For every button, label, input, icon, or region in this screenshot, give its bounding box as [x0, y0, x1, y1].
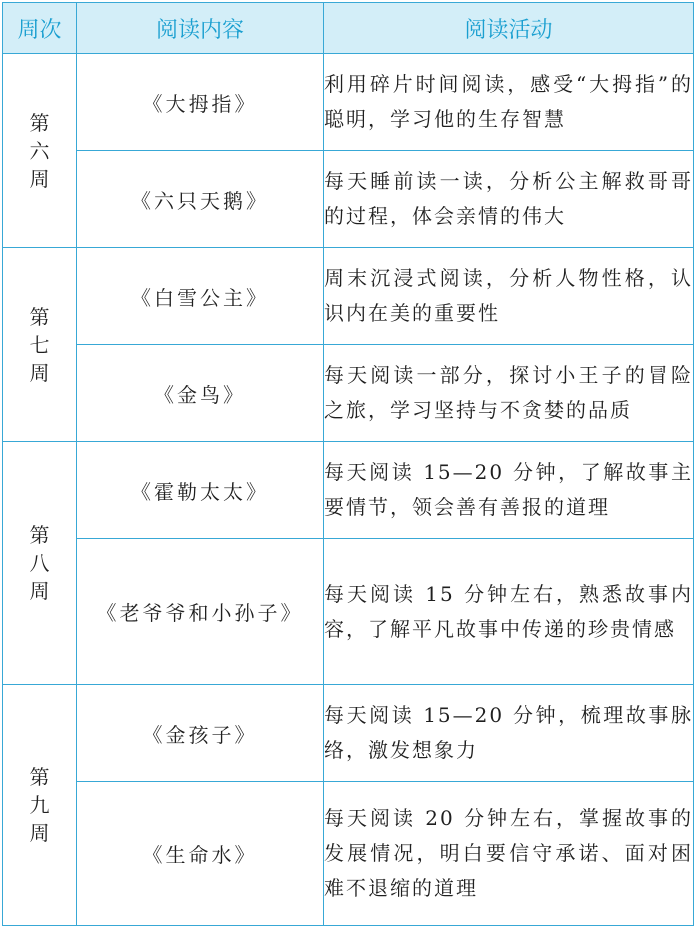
- week-label: 第七周: [29, 304, 50, 385]
- reading-activity: 利用碎片时间阅读，感受“大拇指”的聪明，学习他的生存智慧: [324, 54, 694, 151]
- book-title: 《生命水》: [77, 782, 324, 926]
- reading-plan-table: [2, 2, 694, 926]
- book-title: 《金鸟》: [77, 345, 324, 442]
- book-title: 《六只天鹅》: [77, 151, 324, 248]
- table-row: [3, 685, 694, 782]
- header-reading-content: 阅读内容: [77, 3, 324, 54]
- week-label: 第九周: [29, 765, 50, 845]
- book-title: 《霍勒太太》: [77, 442, 324, 539]
- book-title: 《白雪公主》: [77, 248, 324, 345]
- table-header-row: [3, 3, 694, 54]
- table-row: [3, 782, 694, 926]
- book-title: 《老爷爷和小孙子》: [77, 539, 324, 685]
- week-cell: [3, 685, 77, 926]
- week-label: 第八周: [29, 523, 50, 603]
- book-title: 《大拇指》: [77, 54, 324, 151]
- table-row: [3, 151, 694, 248]
- reading-activity: 每天阅读 15—20 分钟，梳理故事脉络，激发想象力: [324, 685, 694, 782]
- reading-activity: 每天阅读一部分，探讨小王子的冒险之旅，学习坚持与不贪婪的品质: [324, 345, 694, 442]
- week-cell: [3, 54, 77, 248]
- table-row: [3, 248, 694, 345]
- header-week: 周次: [3, 3, 77, 54]
- week-cell: [3, 248, 77, 442]
- table-row: [3, 345, 694, 442]
- reading-activity: 每天睡前读一读，分析公主解救哥哥的过程，体会亲情的伟大: [324, 151, 694, 248]
- week-cell: [3, 442, 77, 685]
- reading-activity: 每天阅读 15 分钟左右，熟悉故事内容，了解平凡故事中传递的珍贵情感: [324, 539, 694, 685]
- table-row: [3, 54, 694, 151]
- table-row: [3, 442, 694, 539]
- reading-activity: 周末沉浸式阅读，分析人物性格，认识内在美的重要性: [324, 248, 694, 345]
- week-label: 第六周: [29, 110, 50, 191]
- table-row: [3, 539, 694, 685]
- book-title: 《金孩子》: [77, 685, 324, 782]
- reading-activity: 每天阅读 15—20 分钟，了解故事主要情节，领会善有善报的道理: [324, 442, 694, 539]
- header-reading-activity: 阅读活动: [324, 3, 694, 54]
- reading-activity: 每天阅读 20 分钟左右，掌握故事的发展情况，明白要信守承诺、面对困难不退缩的道理: [324, 782, 694, 926]
